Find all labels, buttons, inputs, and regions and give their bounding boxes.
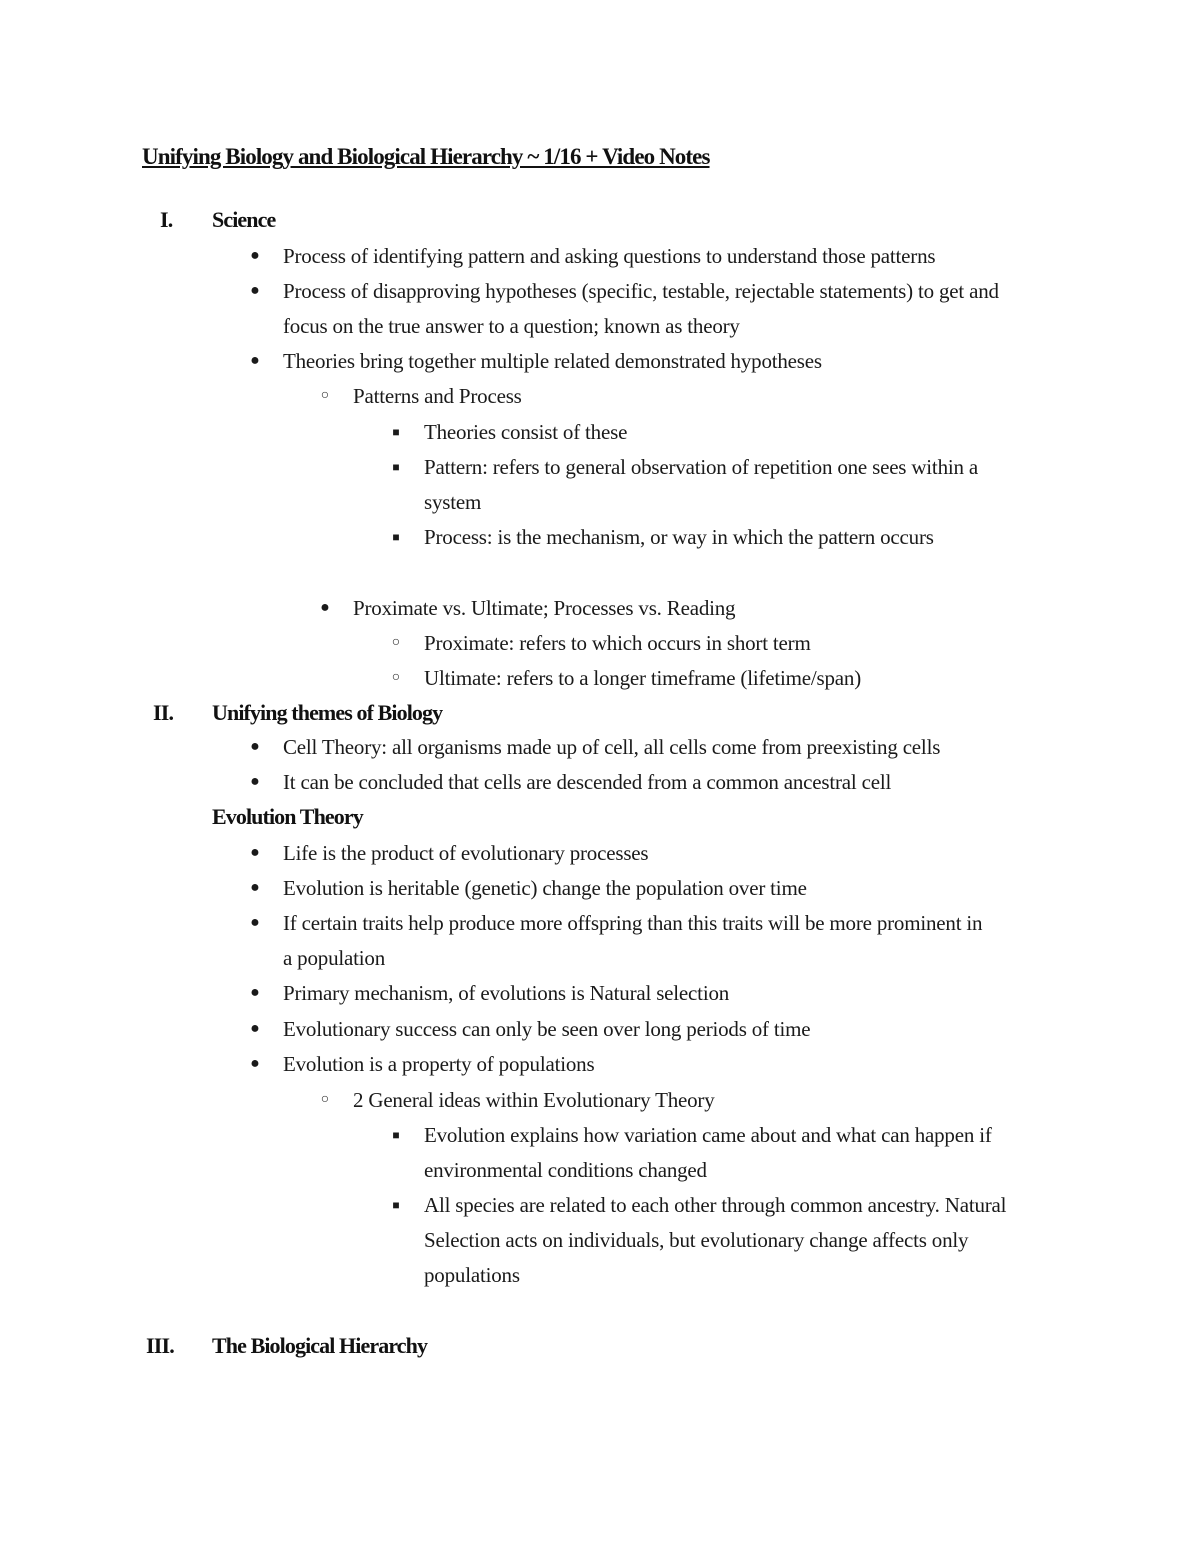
list-item: Evolution explains how variation came about and what can happen if — [424, 1123, 992, 1147]
circle-icon: ○ — [320, 1092, 330, 1107]
section-3-heading: The Biological Hierarchy — [212, 1333, 428, 1358]
list-item: 2 General ideas within Evolutionary Theory — [353, 1088, 715, 1112]
list-item-continuation: environmental conditions changed — [424, 1158, 707, 1182]
document-title: Unifying Biology and Biological Hierarchy ~ 1/16 + Video Notes — [142, 144, 710, 169]
disc-icon: ● — [320, 599, 330, 616]
list-item: Theories bring together multiple related demonstrated hypotheses — [283, 349, 822, 373]
list-item-continuation: populations — [424, 1263, 520, 1287]
circle-icon: ○ — [391, 635, 401, 650]
square-icon: ■ — [392, 425, 400, 439]
disc-icon: ● — [250, 1020, 260, 1037]
list-item: It can be concluded that cells are descended from a common ancestral cell — [283, 770, 892, 794]
disc-icon: ● — [250, 984, 260, 1001]
list-item: Theories consist of these — [424, 420, 628, 444]
section-1-numeral: I. — [160, 207, 173, 232]
list-item: Process of identifying pattern and asking questions to understand those patterns — [283, 244, 936, 268]
disc-icon: ● — [250, 914, 260, 931]
list-item: Cell Theory: all organisms made up of cell, all cells come from preexisting cells — [283, 735, 941, 759]
list-item: Proximate: refers to which occurs in short term — [424, 631, 811, 655]
disc-icon: ● — [250, 844, 260, 861]
square-icon: ■ — [392, 1198, 400, 1212]
list-item: Patterns and Process — [353, 384, 522, 408]
circle-icon: ○ — [391, 670, 401, 685]
list-item-continuation: Selection acts on individuals, but evolutionary change affects only — [424, 1228, 969, 1252]
section-2-heading: Unifying themes of Biology — [212, 700, 443, 725]
list-item: Evolution is a property of populations — [283, 1052, 595, 1076]
circle-icon: ○ — [320, 388, 330, 403]
section-1-heading: Science — [212, 207, 276, 232]
list-item: Ultimate: refers to a longer timeframe (lifetime/span) — [424, 666, 862, 690]
list-item: Process of disapproving hypotheses (specific, testable, rejectable statements) to get and — [283, 279, 999, 303]
list-item: Evolution is heritable (genetic) change the population over time — [283, 876, 807, 900]
list-item: Evolutionary success can only be seen over long periods of time — [283, 1017, 811, 1041]
disc-icon: ● — [250, 352, 260, 369]
disc-icon: ● — [250, 879, 260, 896]
square-icon: ■ — [392, 460, 400, 474]
square-icon: ■ — [392, 530, 400, 544]
disc-icon: ● — [250, 282, 260, 299]
list-item-continuation: a population — [283, 946, 385, 970]
list-item: If certain traits help produce more offspring than this traits will be more prominent in — [283, 911, 983, 935]
section-3-numeral: III. — [146, 1333, 174, 1358]
list-item: Primary mechanism, of evolutions is Natural selection — [283, 981, 730, 1005]
disc-icon: ● — [250, 247, 260, 264]
list-item: Proximate vs. Ultimate; Processes vs. Reading — [353, 596, 736, 620]
list-item-continuation: system — [424, 490, 482, 514]
section-2-numeral: II. — [153, 700, 174, 725]
list-item-continuation: focus on the true answer to a question; known as theory — [283, 314, 740, 338]
list-item: Process: is the mechanism, or way in which the pattern occurs — [424, 525, 934, 549]
disc-icon: ● — [250, 773, 260, 790]
list-item: Life is the product of evolutionary processes — [283, 841, 649, 865]
subheading-evolution-theory: Evolution Theory — [212, 804, 363, 829]
disc-icon: ● — [250, 738, 260, 755]
list-item: All species are related to each other through common ancestry. Natural — [424, 1193, 1007, 1217]
list-item: Pattern: refers to general observation of repetition one sees within a — [424, 455, 978, 479]
disc-icon: ● — [250, 1055, 260, 1072]
square-icon: ■ — [392, 1128, 400, 1142]
